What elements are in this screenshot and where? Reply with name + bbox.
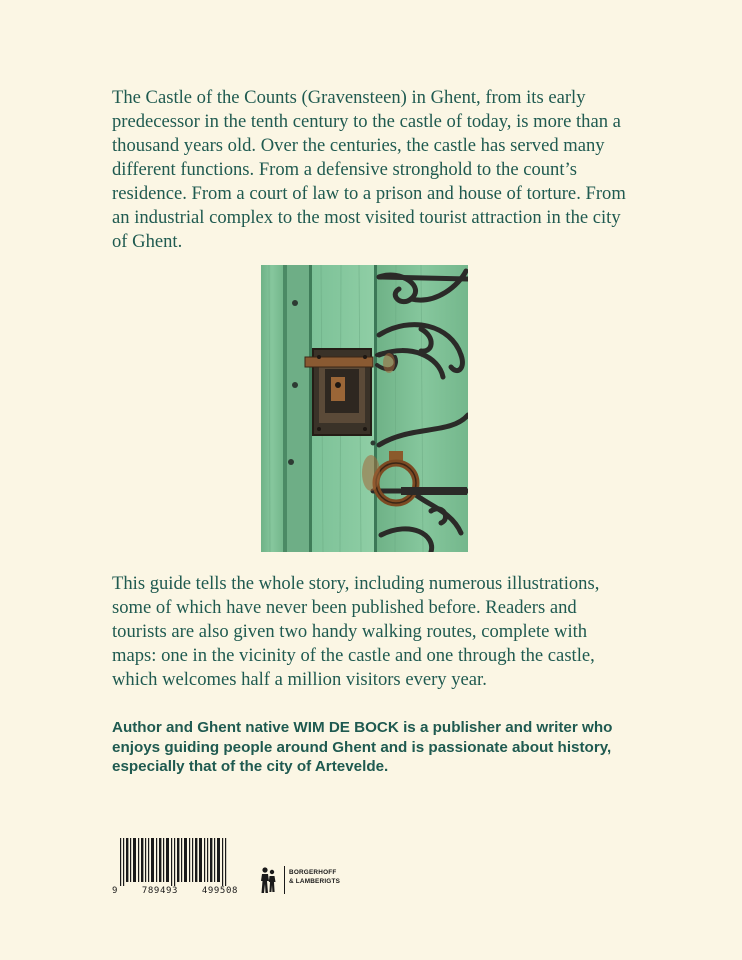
publisher-divider: [284, 866, 285, 894]
publisher-name: [289, 869, 340, 886]
guide-paragraph: This guide tells the whole story, including numerous illustrations, some of which have never been published before. Readers and tourists are also given two handy walking routes, complete with maps: one in the vicinity of the castle and one through the castle, which welcomes half a million visitors every year.: [112, 573, 600, 690]
door-lock-photo: [261, 265, 468, 552]
isbn-first-digit: 9: [112, 886, 119, 896]
isbn-number: [112, 886, 238, 896]
publisher-logo-icon: [256, 866, 280, 894]
publisher-line1: BORGERHOFF: [289, 869, 337, 876]
author-bio: Author and Ghent native WIM DE BOCK is a publisher and writer who enjoys guiding people around Ghent and is passionate about history, especially that of the city of Artevelde.: [112, 719, 613, 775]
isbn-left-group: 789493: [141, 886, 179, 896]
intro-paragraph: The Castle of the Counts (Gravensteen) in Ghent, from its early predecessor in the tenth century to the castle of today, is more than a thousand years old. Over the centuries, the castle has served many different functions. From a defensive stronghold to the count’s residence. From a court of law to a prison and house of torture. From an industrial complex to the most visited tourist attraction in the city of Ghent.: [112, 87, 626, 252]
isbn-right-group: 499508: [201, 886, 238, 896]
publisher-line2: & LAMBERIGTS: [289, 877, 341, 885]
